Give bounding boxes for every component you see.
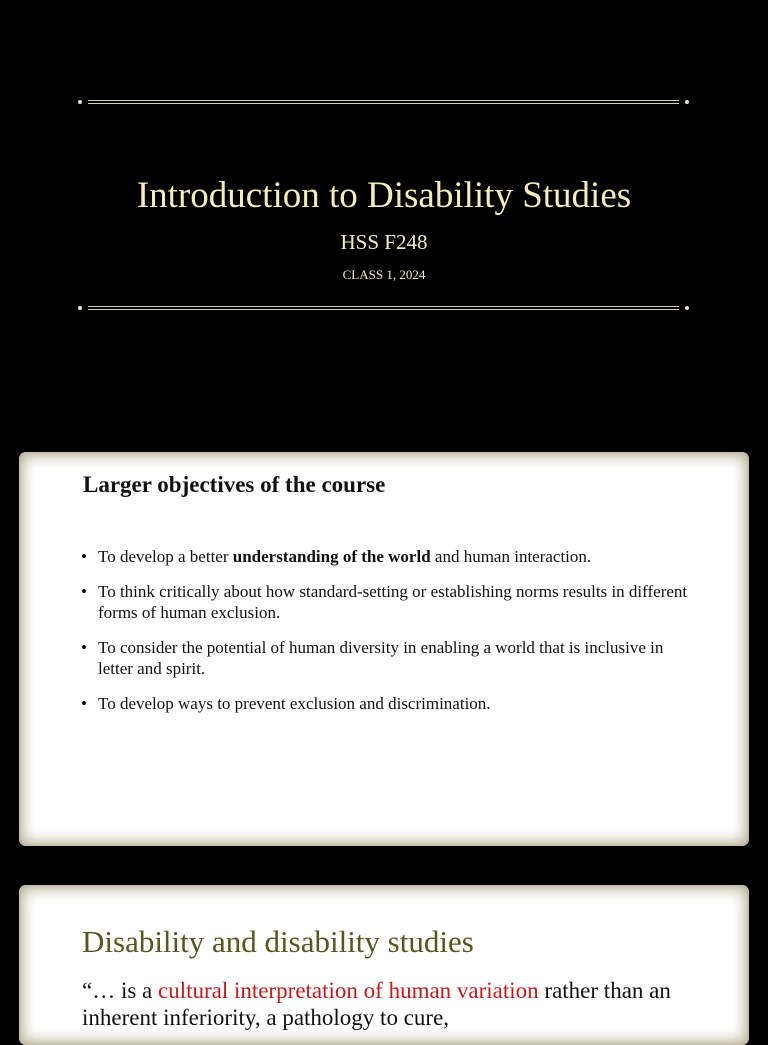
bottom-divider <box>78 304 689 312</box>
objectives-slide <box>19 452 749 846</box>
slide-title: Introduction to Disability Studies <box>136 175 632 216</box>
course-code: HSS F248 <box>340 230 428 254</box>
disability-studies-slide <box>19 885 749 1045</box>
title-slide <box>0 0 768 430</box>
class-info: CLASS 1, 2024 <box>342 267 426 282</box>
quote-text: “… is a cultural interpretation of human variation rather than an inherent inferiority, a pathology to cure, <box>82 978 671 1030</box>
objectives-heading: Larger objectives of the course <box>83 472 386 497</box>
top-divider <box>78 98 689 106</box>
objectives-list <box>81 546 701 728</box>
disability-heading: Disability and disability studies <box>82 924 474 959</box>
list-item: • To develop ways to prevent exclusion and discrimination. <box>81 694 491 713</box>
list-item: • To consider the potential of human diversity in enabling a world that is inclusive in letter and spirit. <box>81 638 664 678</box>
quote-highlight: cultural interpretation of human variation <box>158 978 539 1003</box>
list-item: • To develop a better understanding of the world and human interaction. <box>81 547 592 566</box>
list-item: • To think critically about how standard-setting or establishing norms results in different forms of human exclusion. <box>81 582 688 622</box>
